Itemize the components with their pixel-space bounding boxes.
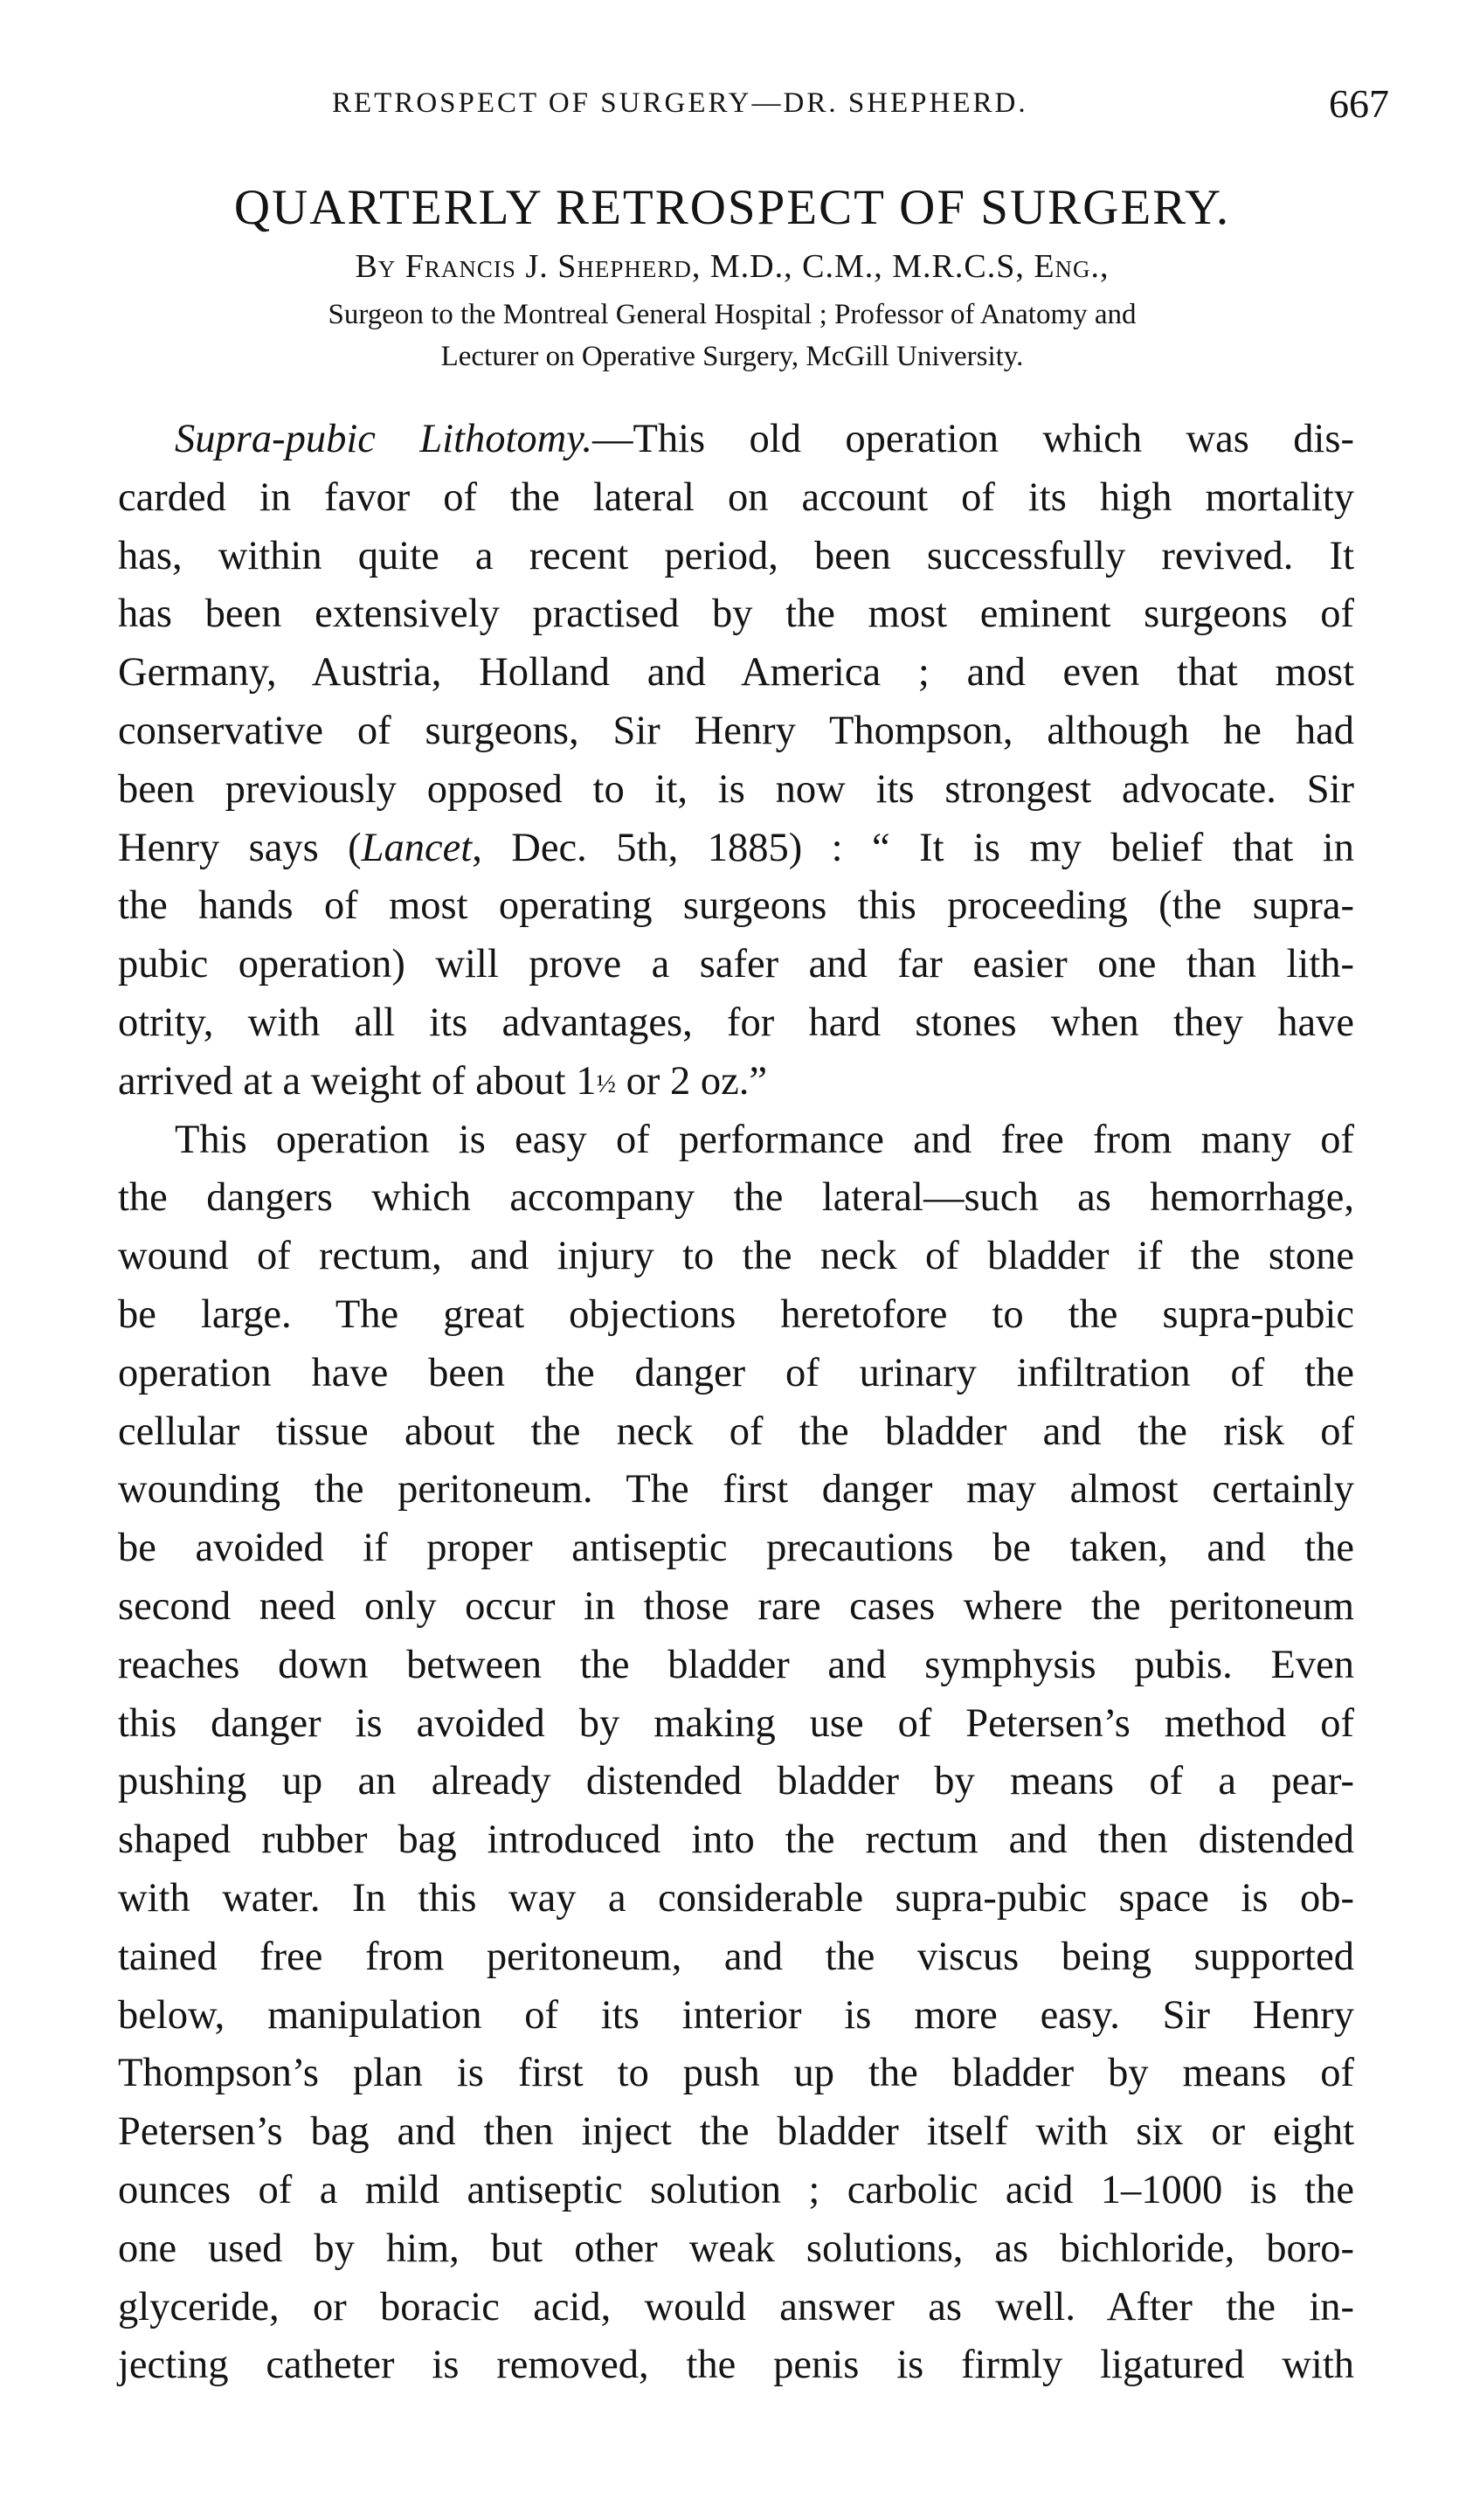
- text-line: shaped rubber bag introduced into the rectum and then distended: [118, 1817, 1354, 1863]
- text-line: operation have been the danger of urinary infiltration of the: [118, 1350, 1354, 1395]
- text-line: ounces of a mild antiseptic solution ; carbolic acid 1–1000 is the: [118, 2167, 1354, 2212]
- fraction: ½: [596, 1069, 616, 1098]
- text-line: the hands of most operating surgeons this proceeding (the supra-: [118, 883, 1354, 929]
- text-line: jecting catheter is removed, the penis is firmly ligatured with: [118, 2343, 1354, 2388]
- text-line: Thompson’s plan is first to push up the bladder by means of: [118, 2051, 1354, 2096]
- author-affiliation-line: Surgeon to the Montreal General Hospital ; Professor of Anatomy and: [328, 299, 1137, 330]
- text-line: been previously opposed to it, is now its strongest advocate. Sir: [118, 766, 1354, 812]
- text-line: be large. The great objections heretofore to the supra-pubic: [118, 1291, 1354, 1337]
- text-line: below, manipulation of its interior is more easy. Sir Henry: [118, 1992, 1354, 2038]
- section-heading: Supra-pubic Lithotomy.: [175, 417, 592, 461]
- author-affiliation-line: Lecturer on Operative Surgery, McGill University.: [440, 341, 1024, 372]
- text-line: be avoided if proper antiseptic precautions be taken, and the: [118, 1526, 1354, 1571]
- text-line: has been extensively practised by the most eminent surgeons of: [118, 592, 1354, 637]
- page-number: 667: [1329, 81, 1389, 126]
- article-title: QUARTERLY RETROSPECT OF SURGERY.: [233, 180, 1231, 235]
- text-line: has, within quite a recent period, been successfully revived. It: [118, 533, 1354, 578]
- text-line: one used by him, but other weak solutions, as bichloride, boro-: [118, 2226, 1354, 2271]
- text-line: second need only occur in those rare cases where the peritoneum: [118, 1583, 1354, 1629]
- text-line: cellular tissue about the neck of the bladder and the risk of: [118, 1409, 1354, 1454]
- text-line: wounding the peritoneum. The first danger may almost certainly: [118, 1467, 1354, 1513]
- text-line: this danger is avoided by making use of Petersen’s method of: [118, 1700, 1354, 1746]
- text-line: the dangers which accompany the lateral—such as hemorrhage,: [118, 1175, 1354, 1221]
- text-line: carded in favor of the lateral on account of its high mortality: [118, 474, 1354, 520]
- text-line: glyceride, or boracic acid, would answer as well. After the in-: [118, 2284, 1354, 2330]
- author-byline: By Francis J. Shepherd, M.D., C.M., M.R.C.S, Eng.,: [355, 248, 1110, 285]
- text-line: reaches down between the bladder and symphysis pubis. Even: [118, 1642, 1354, 1687]
- running-head-title: RETROSPECT OF SURGERY—DR. SHEPHERD.: [332, 87, 1028, 119]
- text-line: This operation is easy of performance and free from many of: [175, 1117, 1354, 1162]
- text-line: arrived at a weight of about 1½ or 2 oz.”: [118, 1058, 767, 1104]
- text-line: wound of rectum, and injury to the neck of bladder if the stone: [118, 1234, 1354, 1279]
- running-head: [315, 80, 1389, 133]
- text-line: with water. In this way a considerable supra-pubic space is ob-: [118, 1875, 1354, 1921]
- text-line: otrity, with all its advantages, for hard stones when they have: [118, 1000, 1354, 1045]
- text-line: Petersen’s bag and then inject the bladder itself with six or eight: [118, 2109, 1354, 2155]
- text-line: Germany, Austria, Holland and America ; and even that most: [118, 650, 1354, 696]
- text-line: tained free from peritoneum, and the viscus being supported: [118, 1934, 1354, 1979]
- journal-name: Lancet: [361, 825, 473, 870]
- text-line: conservative of surgeons, Sir Henry Thompson, although he had: [118, 708, 1354, 753]
- article-body: [118, 411, 1354, 2395]
- text-line: pubic operation) will prove a safer and far easier one than lith-: [118, 942, 1354, 987]
- text-line: Henry says (Lancet, Dec. 5th, 1885) : “ It is my belief that in: [118, 825, 1354, 870]
- text-line: pushing up an already distended bladder by means of a pear-: [118, 1759, 1354, 1804]
- text-line: Supra-pubic Lithotomy.—This old operation which was dis-: [175, 417, 1354, 461]
